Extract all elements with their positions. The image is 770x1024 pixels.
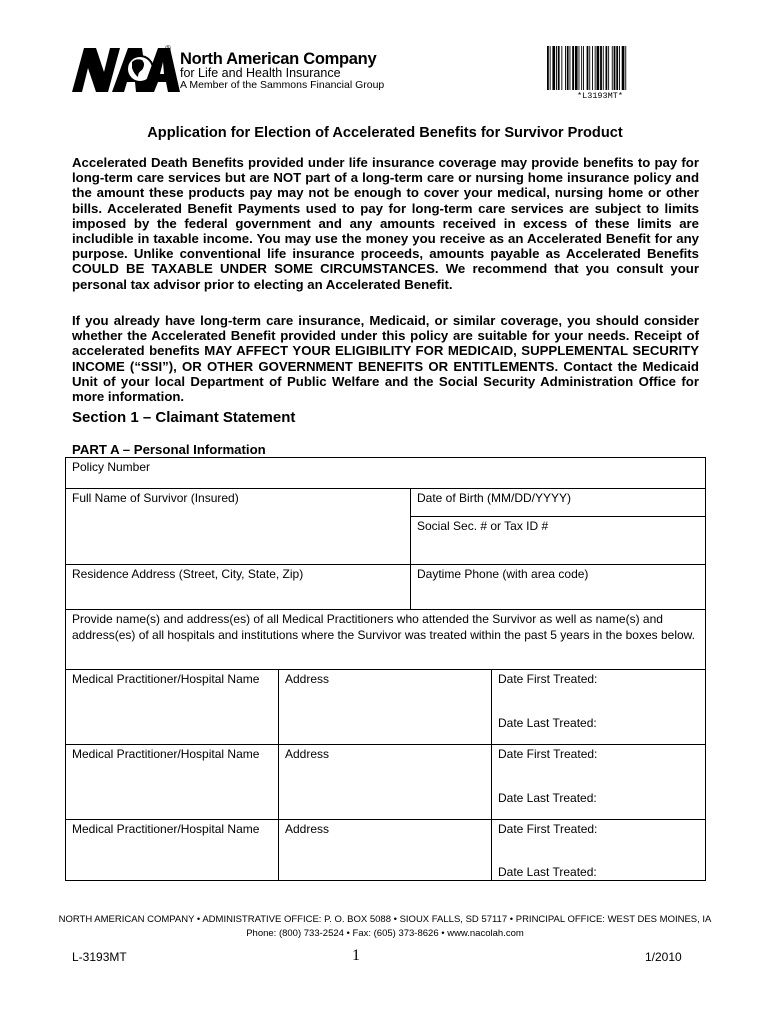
page-number: 1 <box>352 947 360 964</box>
barcode-bar <box>606 46 608 90</box>
practitioner-name-label: Medical Practitioner/Hospital Name <box>72 747 260 761</box>
footer-address: NORTH AMERICAN COMPANY • ADMINISTRATIVE OFFICE: P. O. BOX 5088 • SIOUX FALLS, SD 57117 • PRINCIPAL OFFICE: WEST DES MOINES, IA <box>58 914 712 925</box>
document-title: Application for Election of Accelerated Benefits for Survivor Product <box>147 125 623 141</box>
disclosure-paragraph-1: Accelerated Death Benefits provided under life insurance coverage may provide benefits to pay for long-term care services but are NOT part of a long-term care or nursing home insurance policy and the amount these products pay may not be enough to cover your medical, nursing home or other bills. Accelerated Benefit Payments used to pay for long-term care services are subject to limits imposed by the federal government and any amounts received in excess of these limits are includible in taxable income. You may use the money you receive as an Accelerated Benefit for any purpose. Unlike conventional life insurance proceeds, amounts payable as Accelerated Benefits COULD BE TAXABLE UNDER SOME CIRCUMSTANCES. We recommend that you consult your personal tax advisor prior to electing an Accelerated Benefit. <box>72 155 699 292</box>
practitioner-name-label: Medical Practitioner/Hospital Name <box>72 672 260 686</box>
barcode-bar <box>587 46 589 90</box>
practitioner-name-field[interactable] <box>65 669 279 745</box>
practitioner-dates-field[interactable] <box>491 669 706 745</box>
instructions-text: Provide name(s) and address(es) of all Medical Practitioners who attended the Survivor as well as name(s) and address(es) of all hospitals and institutions where the Survivor was treated within the past 5 years in the boxes below. <box>72 612 695 642</box>
practitioner-address-field[interactable] <box>278 669 492 745</box>
part-title: PART A – Personal Information <box>72 442 266 457</box>
barcode-bar <box>567 46 569 90</box>
barcode-bar <box>600 46 602 90</box>
practitioner-name-label: Medical Practitioner/Hospital Name <box>72 822 260 836</box>
ssn-field[interactable] <box>410 516 706 565</box>
barcode-bar <box>579 46 580 90</box>
date-first-treated-label: Date First Treated: <box>498 747 598 761</box>
policy-number-field[interactable] <box>65 457 706 489</box>
date-last-treated-label: Date Last Treated: <box>498 716 597 730</box>
barcode-bar <box>550 46 551 90</box>
date-last-treated-label: Date Last Treated: <box>498 791 597 805</box>
address-label: Residence Address (Street, City, State, Zip) <box>72 567 304 581</box>
date-first-treated-label: Date First Treated: <box>498 672 598 686</box>
phone-field[interactable] <box>410 564 706 610</box>
dob-label: Date of Birth (MM/DD/YYYY) <box>417 491 572 505</box>
company-name: North American Company <box>180 50 377 68</box>
barcode-bar <box>589 46 590 90</box>
barcode <box>547 46 653 90</box>
company-member-line: A Member of the Sammons Financial Group <box>180 79 385 91</box>
barcode-bar <box>570 46 571 90</box>
practitioner-address-label: Address <box>285 822 330 836</box>
practitioner-name-field[interactable] <box>65 744 279 820</box>
footer-contact: Phone: (800) 733-2524 • Fax: (605) 373-8626 • www.nacolah.com <box>246 928 524 939</box>
barcode-bar <box>565 46 566 90</box>
barcode-bar <box>558 46 560 90</box>
dob-field[interactable] <box>410 488 706 517</box>
practitioner-dates-field[interactable] <box>491 819 706 881</box>
policy-number-label: Policy Number <box>72 460 151 474</box>
disclosure-paragraph-2: If you already have long-term care insurance, Medicaid, or similar coverage, you should consider whether the Accelerated Benefit provided under this policy are suitable for your needs. Receipt of accelerated benefits MAY AFFECT YOUR ELIGIBILITY FOR MEDICAID, SUPPLEMENTAL SECURITY INCOME (“SSI”), OR OTHER GOVERNMENT BENEFITS OR ENTITLEMENTS. Contact the Medicaid Unit of your local Department of Public Welfare and the Social Security Administration Office for more information. <box>72 313 699 405</box>
barcode-bar <box>603 46 604 90</box>
barcode-bar <box>597 46 600 90</box>
barcode-bar <box>622 46 625 90</box>
barcode-bar <box>619 46 620 90</box>
barcode-bar <box>616 46 618 90</box>
barcode-bar <box>595 46 596 90</box>
barcode-bar <box>592 46 593 90</box>
barcode-bar <box>552 46 555 90</box>
barcode-bar <box>547 46 549 90</box>
practitioner-dates-field[interactable] <box>491 744 706 820</box>
ssn-label: Social Sec. # or Tax ID # <box>417 519 549 533</box>
barcode-text: *L3193MT* <box>577 91 623 101</box>
barcode-bar <box>614 46 616 90</box>
barcode-bar <box>608 46 609 90</box>
form-number: L-3193MT <box>72 950 127 964</box>
barcode-bar <box>583 46 584 90</box>
practitioner-address-label: Address <box>285 747 330 761</box>
full-name-label: Full Name of Survivor (Insured) <box>72 491 239 505</box>
registered-mark: ® <box>165 44 171 53</box>
practitioner-address-field[interactable] <box>278 819 492 881</box>
practitioner-name-field[interactable] <box>65 819 279 881</box>
barcode-bar <box>581 46 582 90</box>
barcode-bar <box>561 46 562 90</box>
date-first-treated-label: Date First Treated: <box>498 822 598 836</box>
practitioner-address-field[interactable] <box>278 744 492 820</box>
barcode-bar <box>556 46 557 90</box>
section-title: Section 1 – Claimant Statement <box>72 409 296 426</box>
barcode-bar <box>575 46 578 90</box>
form-date: 1/2010 <box>645 950 682 964</box>
company-subtitle: for Life and Health Insurance <box>180 66 341 80</box>
full-name-field[interactable] <box>65 488 411 565</box>
instructions-box <box>65 609 706 670</box>
address-field[interactable] <box>65 564 411 610</box>
practitioner-address-label: Address <box>285 672 330 686</box>
phone-label: Daytime Phone (with area code) <box>417 567 589 581</box>
barcode-bar <box>625 46 626 90</box>
barcode-bar <box>572 46 574 90</box>
date-last-treated-label: Date Last Treated: <box>498 865 597 879</box>
barcode-bar <box>612 46 613 90</box>
